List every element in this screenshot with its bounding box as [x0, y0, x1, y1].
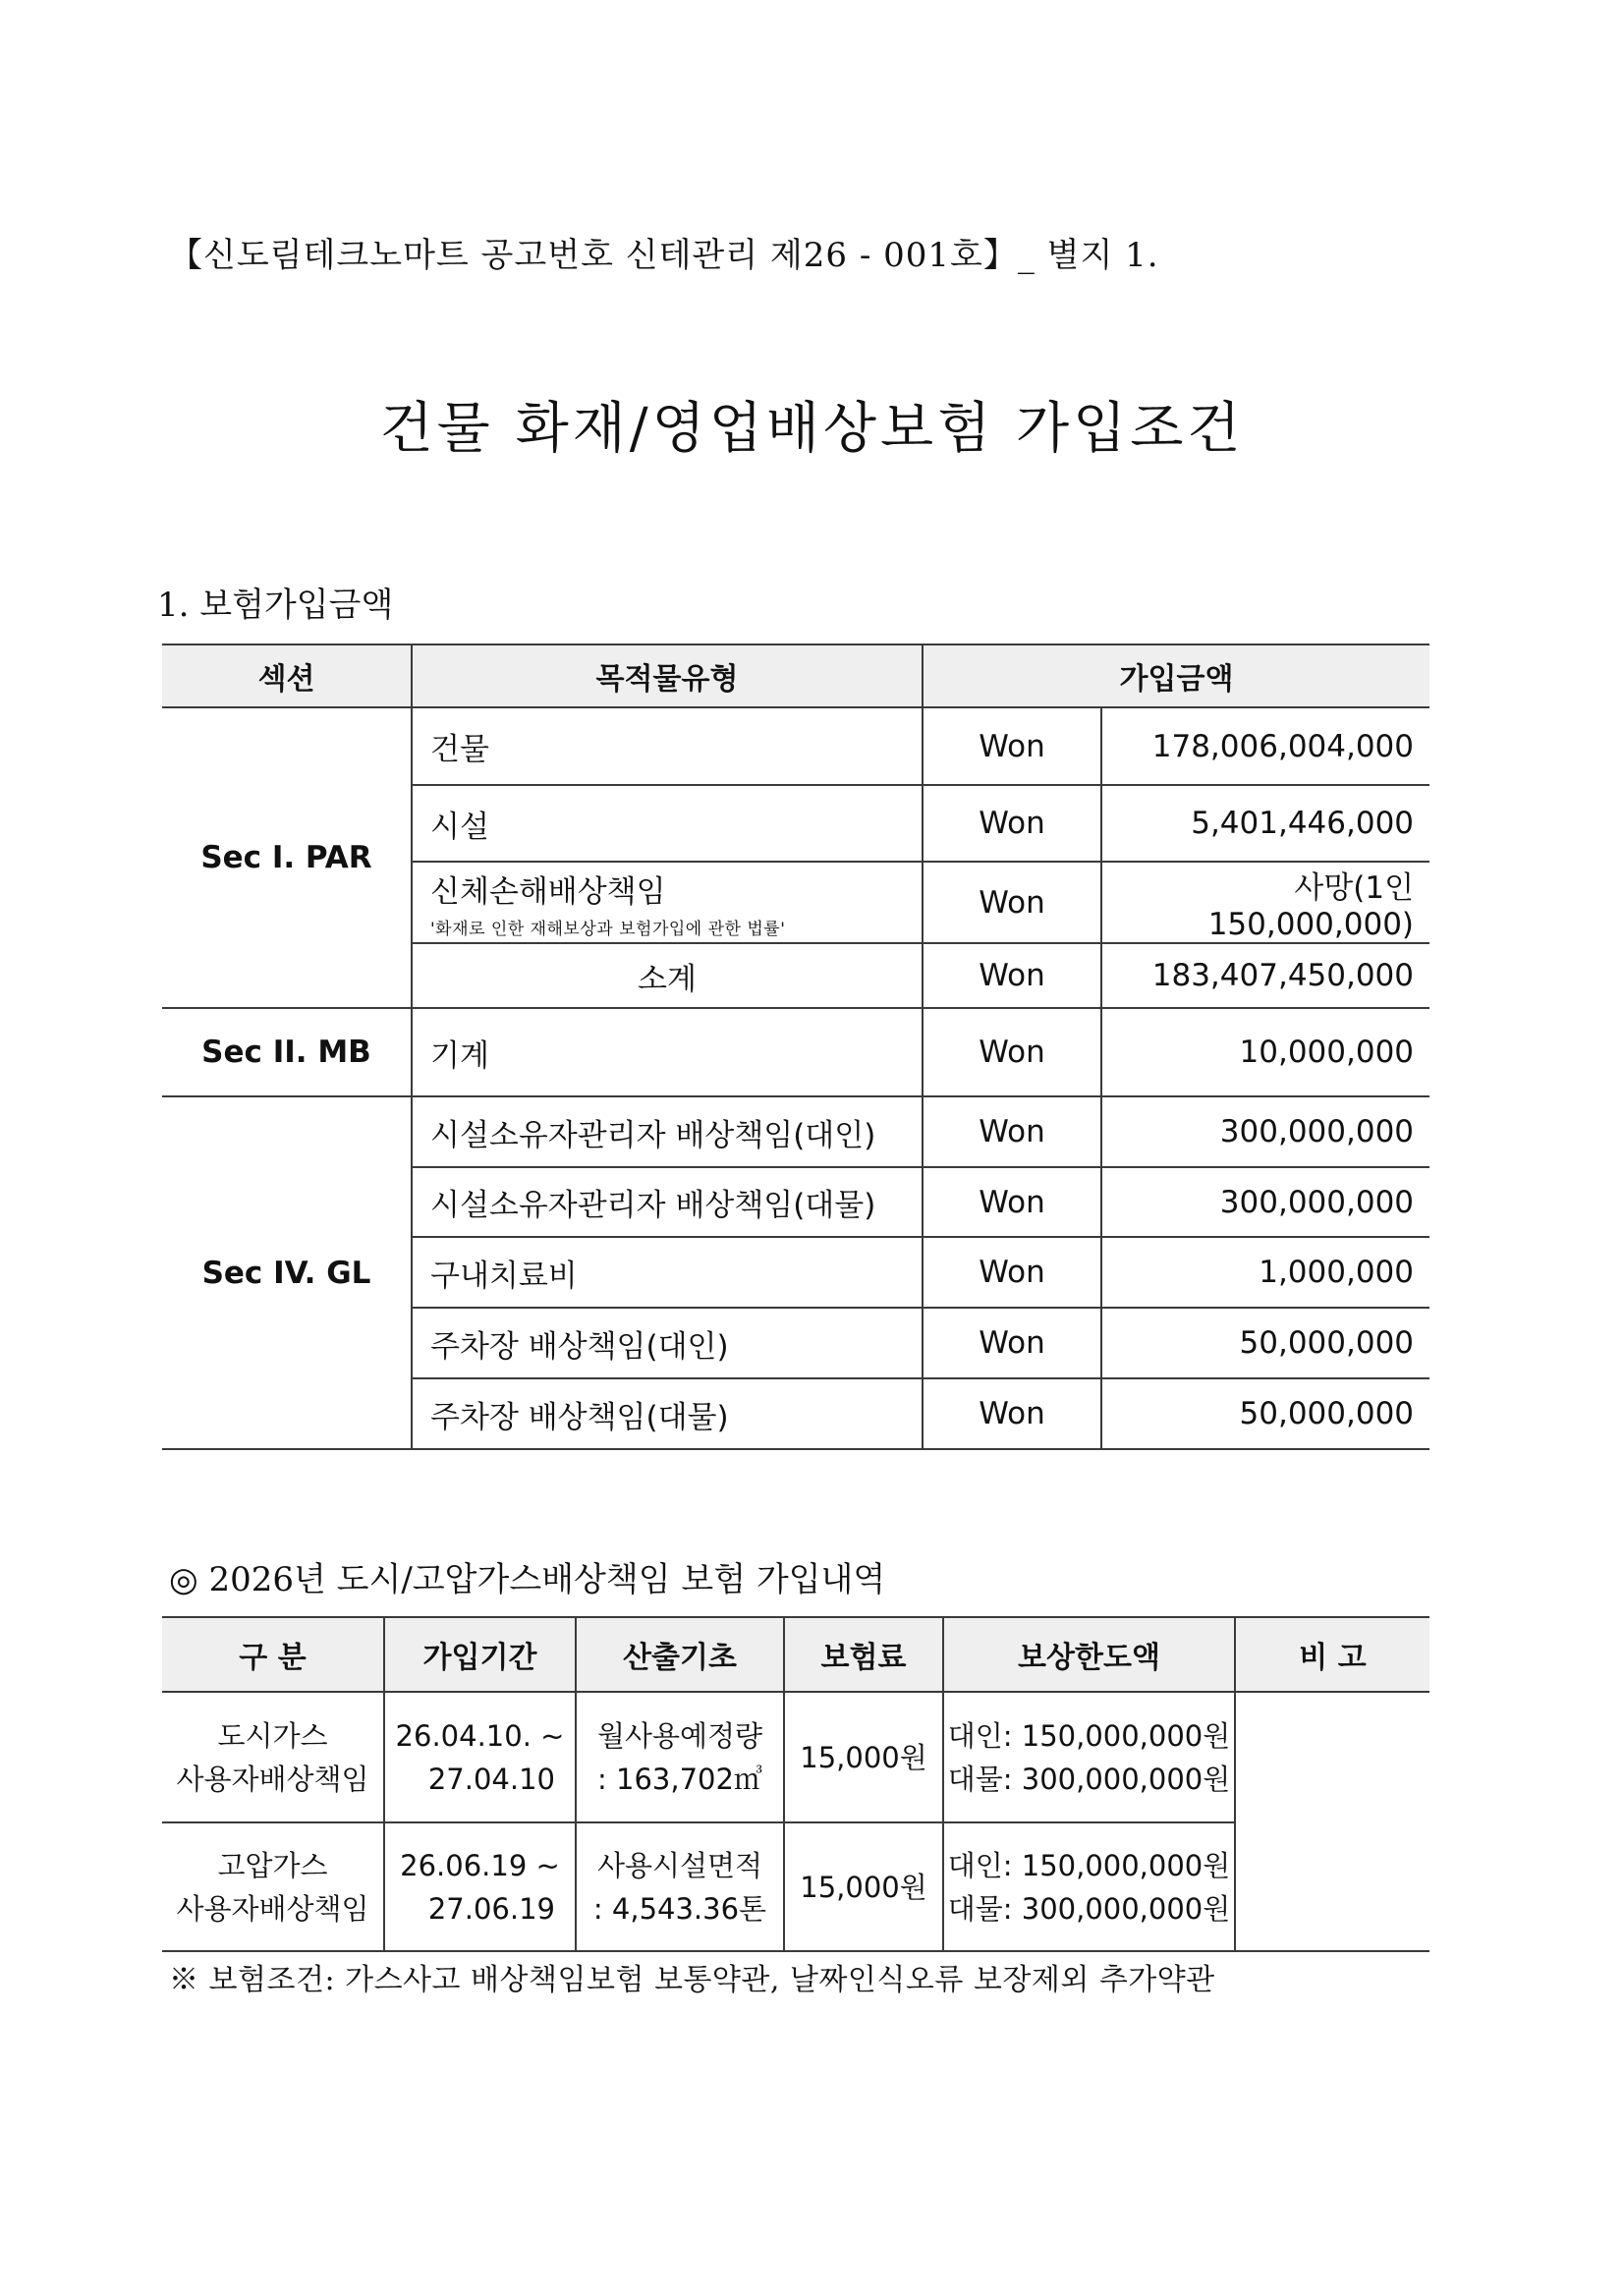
item-cell: 시설소유자관리자 배상책임(대물) — [412, 1167, 923, 1237]
amount-cell: 사망(1인 150,000,000) — [1101, 862, 1429, 943]
period-cell — [384, 1822, 576, 1951]
amount-cell: 50,000,000 — [1101, 1308, 1429, 1378]
item-cell: 건물 — [412, 707, 923, 785]
unit-cell: Won — [923, 1096, 1101, 1167]
premium-cell: 15,000원 — [784, 1692, 943, 1822]
col-header-object-type: 목적물유형 — [412, 644, 923, 707]
col-header-category: 구 분 — [162, 1617, 384, 1692]
col-header-remarks: 비 고 — [1235, 1617, 1429, 1692]
table-header-row — [162, 644, 1429, 707]
limit-property: 대물: 300,000,000원 — [947, 1891, 1231, 1926]
item-cell: 구내치료비 — [412, 1237, 923, 1308]
category-line: 고압가스 — [217, 1848, 328, 1882]
category-line: 사용자배상책임 — [176, 1891, 369, 1926]
table-header-row — [162, 1617, 1429, 1692]
unit-cell: Won — [923, 1008, 1101, 1096]
gas-liability-table — [162, 1616, 1429, 1952]
insured-amount-table — [162, 644, 1429, 1450]
unit-cell: Won — [923, 1167, 1101, 1237]
item-cell: 주차장 배상책임(대인) — [412, 1308, 923, 1378]
table-row — [162, 1008, 1429, 1096]
document-title: 건물 화재/영업배상보험 가입조건 — [379, 397, 1245, 461]
basis-value: : 163,702㎥ — [597, 1762, 762, 1796]
amount-cell: 10,000,000 — [1101, 1008, 1429, 1096]
unit-cell: Won — [923, 862, 1101, 943]
item-cell: 시설 — [412, 785, 923, 862]
category-line: 사용자배상책임 — [176, 1762, 369, 1796]
item-cell: 주차장 배상책임(대물) — [412, 1378, 923, 1449]
basis-label: 월사용예정량 — [596, 1718, 763, 1753]
unit-cell: Won — [923, 943, 1101, 1008]
subtotal-label: 소계 — [412, 943, 923, 1008]
limit-cell — [943, 1822, 1235, 1951]
category-cell — [162, 1692, 384, 1822]
section2-heading: ◎ 2026년 도시/고압가스배상책임 보험 가입내역 — [169, 1560, 886, 1599]
category-line: 도시가스 — [217, 1718, 328, 1753]
period-cell — [384, 1692, 576, 1822]
period-end: 27.04.10 — [427, 1762, 555, 1796]
col-header-section: 섹션 — [162, 644, 412, 707]
amount-cell: 5,401,446,000 — [1101, 785, 1429, 862]
unit-cell: Won — [923, 707, 1101, 785]
notice-header: 【신도림테크노마트 공고번호 신테관리 제26 - 001호】_ 별지 1. — [169, 236, 1159, 275]
amount-cell: 300,000,000 — [1101, 1096, 1429, 1167]
section-label-par: Sec I. PAR — [162, 707, 412, 1008]
table-row — [162, 707, 1429, 785]
col-header-amount: 가입금액 — [923, 644, 1429, 707]
amount-cell: 1,000,000 — [1101, 1237, 1429, 1308]
col-header-period: 가입기간 — [384, 1617, 576, 1692]
limit-bodily: 대인: 150,000,000원 — [947, 1718, 1231, 1753]
limit-property: 대물: 300,000,000원 — [947, 1762, 1231, 1796]
amount-cell: 300,000,000 — [1101, 1167, 1429, 1237]
subtotal-amount: 183,407,450,000 — [1101, 943, 1429, 1008]
section1-heading: 1. 보험가입금액 — [157, 586, 394, 625]
limit-cell — [943, 1692, 1235, 1822]
basis-label: 사용시설면적 — [596, 1848, 763, 1882]
legal-note: '화재로 인한 재해보상과 보험가입에 관한 법률' — [430, 919, 786, 939]
basis-cell — [576, 1822, 784, 1951]
table-row — [162, 1096, 1429, 1167]
section-label-gl: Sec IV. GL — [162, 1096, 412, 1449]
unit-cell: Won — [923, 1378, 1101, 1449]
col-header-basis: 산출기초 — [576, 1617, 784, 1692]
remarks-cell — [1235, 1692, 1429, 1951]
col-header-limit: 보상한도액 — [943, 1617, 1235, 1692]
col-header-premium: 보험료 — [784, 1617, 943, 1692]
basis-value: : 4,543.36톤 — [592, 1891, 767, 1926]
amount-cell: 178,006,004,000 — [1101, 707, 1429, 785]
premium-cell: 15,000원 — [784, 1822, 943, 1951]
item-cell: 기계 — [412, 1008, 923, 1096]
item-label: 신체손해배상책임 — [430, 873, 666, 910]
period-end: 27.06.19 — [427, 1891, 555, 1926]
insurance-conditions-footnote: ※ 보험조건: 가스사고 배상책임보험 보통약관, 날짜인식오류 보장제외 추가약관 — [169, 1963, 1215, 1997]
amount-cell: 50,000,000 — [1101, 1378, 1429, 1449]
item-cell-with-note — [412, 862, 923, 943]
item-cell: 시설소유자관리자 배상책임(대인) — [412, 1096, 923, 1167]
unit-cell: Won — [923, 1308, 1101, 1378]
basis-cell — [576, 1692, 784, 1822]
category-cell — [162, 1822, 384, 1951]
period-start: 26.04.10. ~ — [395, 1718, 565, 1753]
period-start: 26.06.19 ~ — [400, 1848, 560, 1882]
limit-bodily: 대인: 150,000,000원 — [947, 1848, 1231, 1882]
unit-cell: Won — [923, 785, 1101, 862]
section-label-mb: Sec II. MB — [162, 1008, 412, 1096]
unit-cell: Won — [923, 1237, 1101, 1308]
table-row — [162, 1692, 1429, 1822]
